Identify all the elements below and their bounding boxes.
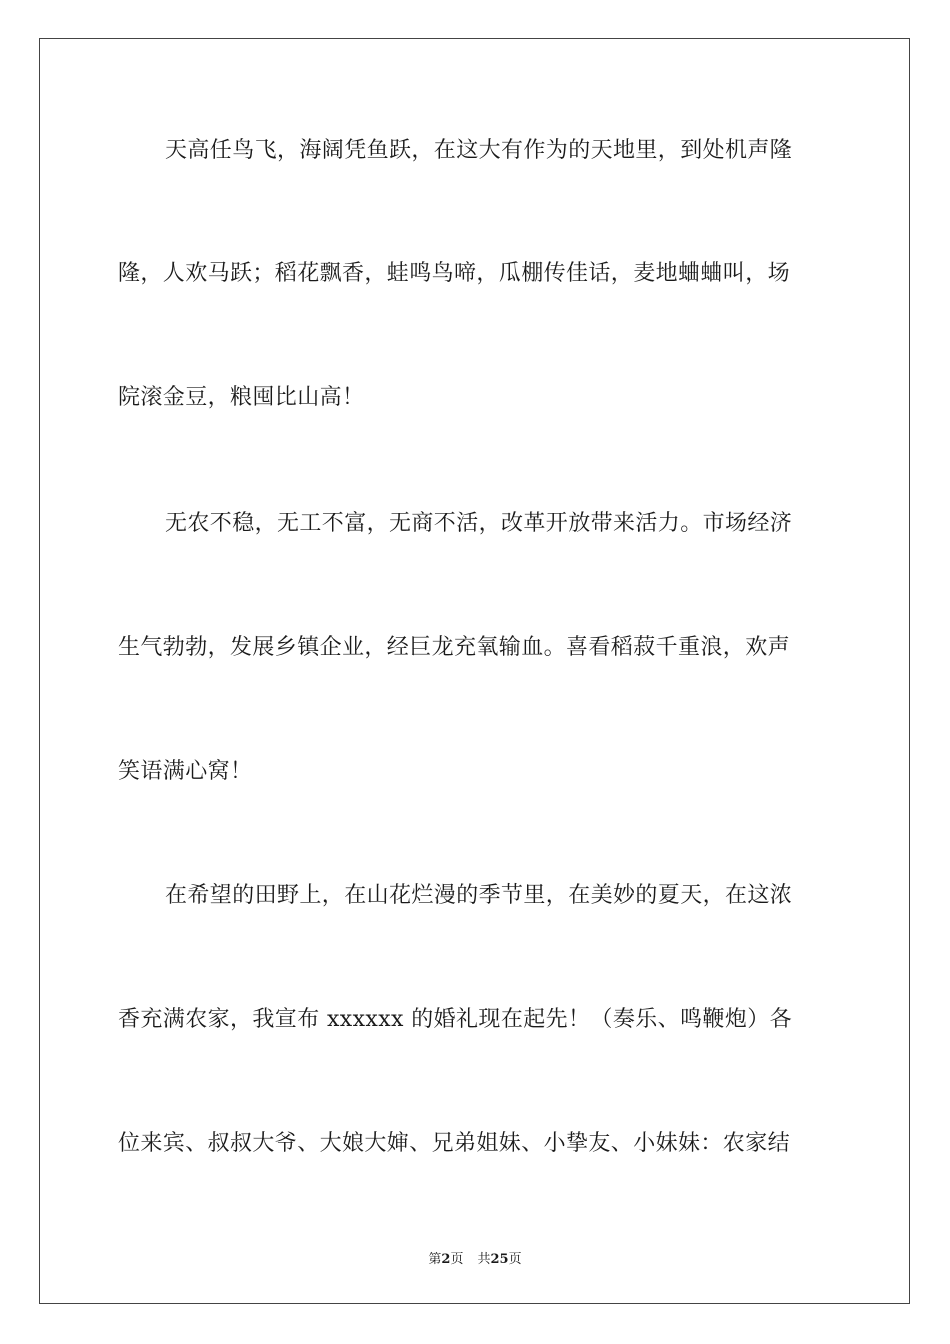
paragraph-3-line-1: 在希望的田野上，在山花烂漫的季节里，在美妙的夏天，在这浓 bbox=[165, 883, 793, 908]
paragraph-1-line-2: 隆，人欢马跃；稻花飘香，蛙鸣鸟啼，瓜棚传佳话，麦地蛐蛐叫，场 bbox=[118, 261, 791, 286]
page-prefix: 第 bbox=[428, 1252, 442, 1267]
paragraph-2-line-3: 笑语满心窝！ bbox=[118, 759, 253, 784]
page-footer bbox=[0, 1248, 950, 1267]
page-number: 2 bbox=[441, 1252, 451, 1267]
total-prefix: 共 bbox=[477, 1252, 491, 1267]
page-suffix: 页 bbox=[450, 1252, 464, 1267]
page-border bbox=[39, 38, 910, 1304]
paragraph-3-line-3: 位来宾、叔叔大爷、大娘大婶、兄弟姐妹、小挚友、小妹妹：农家结 bbox=[118, 1131, 791, 1156]
paragraph-2-line-2: 生气勃勃，发展乡镇企业，经巨龙充氧输血。喜看稻菽千重浪，欢声 bbox=[118, 635, 791, 660]
paragraph-3-line-2: 香充满农家，我宣布 xxxxxx 的婚礼现在起先！（奏乐、鸣鞭炮）各 bbox=[118, 1007, 793, 1032]
paragraph-2-line-1: 无农不稳，无工不富，无商不活，改革开放带来活力。市场经济 bbox=[165, 511, 793, 536]
total-pages: 25 bbox=[490, 1252, 509, 1267]
paragraph-1-line-1: 天高任鸟飞，海阔凭鱼跃，在这大有作为的天地里，到处机声隆 bbox=[165, 138, 793, 163]
total-suffix: 页 bbox=[508, 1252, 522, 1267]
paragraph-1-line-3: 院滚金豆，粮囤比山高！ bbox=[118, 385, 365, 410]
